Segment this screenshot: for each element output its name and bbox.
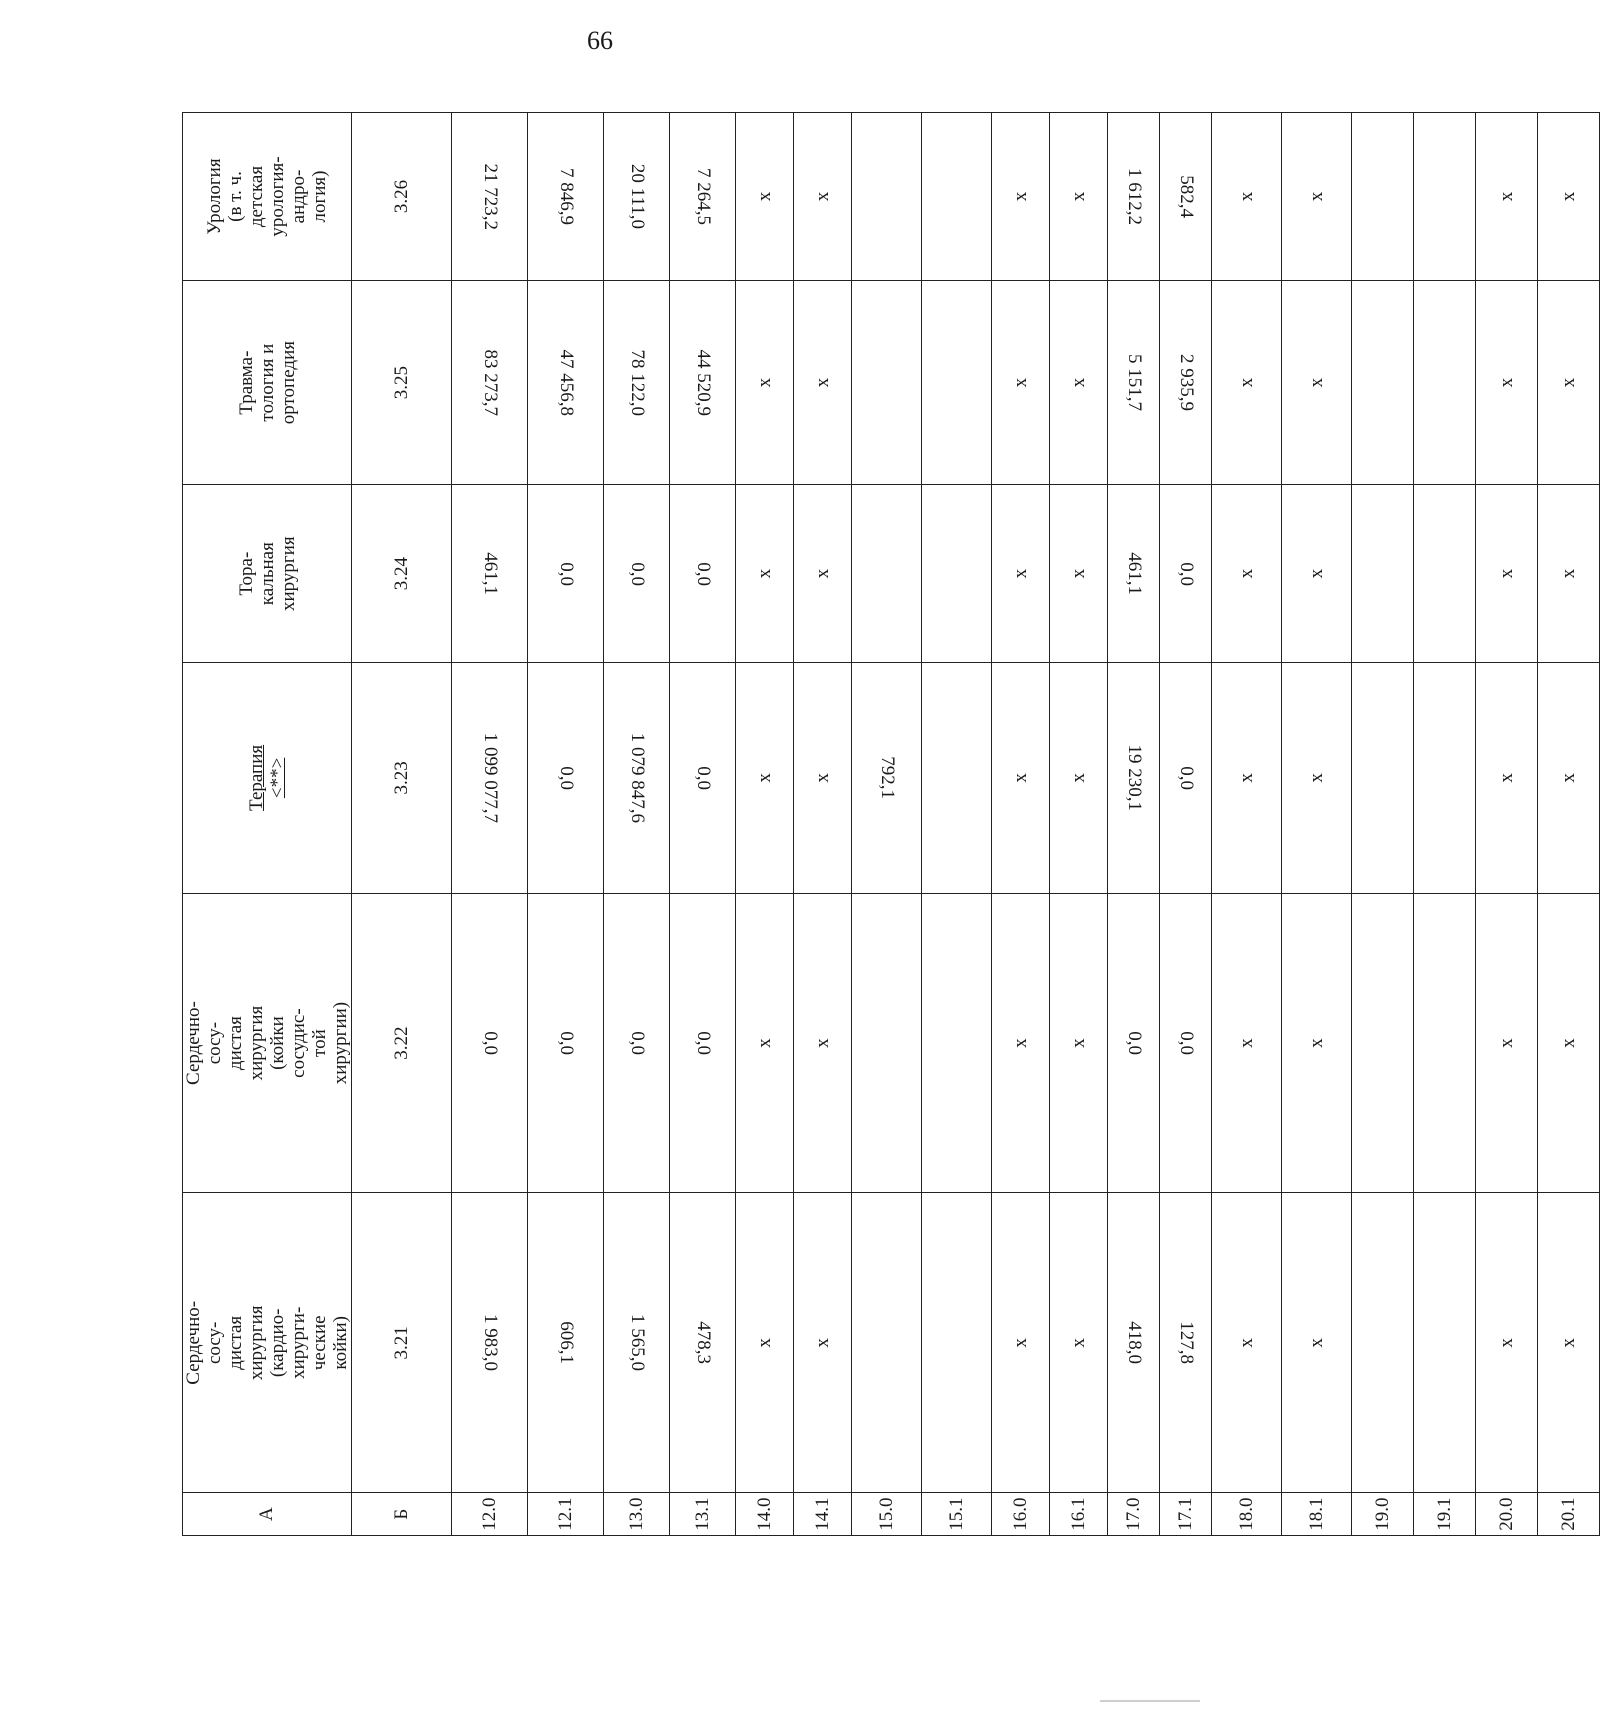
column-header: А xyxy=(183,1493,352,1536)
table-row xyxy=(604,113,670,1536)
table-cell xyxy=(922,281,992,485)
table-cell: 418,0 xyxy=(1108,1193,1160,1493)
table-row xyxy=(922,113,992,1536)
table-cell xyxy=(1414,485,1476,663)
table-cell xyxy=(852,893,922,1193)
page-number: 66 xyxy=(587,26,613,55)
table-cell: х xyxy=(736,113,794,281)
table-cell: 478,3 xyxy=(670,1193,736,1493)
table-row xyxy=(1050,113,1108,1536)
row-code: 3.25 xyxy=(352,281,452,485)
row-code: 3.21 xyxy=(352,1193,452,1493)
table-cell: х xyxy=(1538,113,1600,281)
table-row xyxy=(1414,113,1476,1536)
column-header: 14.0 xyxy=(736,1493,794,1536)
data-table xyxy=(182,112,1600,1536)
table-cell xyxy=(922,113,992,281)
column-header: 18.1 xyxy=(1282,1493,1352,1536)
table-cell xyxy=(1352,1193,1414,1493)
table-cell: х xyxy=(1282,663,1352,894)
table-cell: 1 079 847,6 xyxy=(604,663,670,894)
row-name: Тора- кальная хирургия xyxy=(183,485,352,663)
table-cell: х xyxy=(992,663,1050,894)
table-cell: х xyxy=(1476,281,1538,485)
column-header: Б xyxy=(352,1493,452,1536)
table-cell: х xyxy=(992,485,1050,663)
table-cell: х xyxy=(1476,663,1538,894)
column-header: 14.1 xyxy=(794,1493,852,1536)
table-row xyxy=(1212,113,1282,1536)
column-header: 13.1 xyxy=(670,1493,736,1536)
table-cell: х xyxy=(1212,281,1282,485)
table-cell: 0,0 xyxy=(1108,893,1160,1193)
table-cell: 20 111,0 xyxy=(604,113,670,281)
table-cell: 0,0 xyxy=(528,485,604,663)
table-cell: х xyxy=(1212,663,1282,894)
table-cell: х xyxy=(992,281,1050,485)
table-cell: 1 612,2 xyxy=(1108,113,1160,281)
table-cell: х xyxy=(1538,485,1600,663)
table-cell: х xyxy=(992,1193,1050,1493)
table-cell: х xyxy=(1476,893,1538,1193)
table-row xyxy=(1160,113,1212,1536)
table-cell: 0,0 xyxy=(1160,663,1212,894)
scan-edge-mark xyxy=(1100,1700,1200,1702)
table-cell xyxy=(1414,113,1476,281)
table-cell: х xyxy=(1050,893,1108,1193)
table-cell: х xyxy=(1050,663,1108,894)
table-cell: 7 264,5 xyxy=(670,113,736,281)
row-name: Травма- тология и ортопедия xyxy=(183,281,352,485)
table-cell: х xyxy=(992,893,1050,1193)
table-cell: 0,0 xyxy=(604,893,670,1193)
table-cell: 606,1 xyxy=(528,1193,604,1493)
table-cell xyxy=(922,663,992,894)
table-cell: 21 723,2 xyxy=(452,113,528,281)
table-cell: 0,0 xyxy=(528,893,604,1193)
table-cell xyxy=(852,485,922,663)
table-row xyxy=(1476,113,1538,1536)
column-header: 16.1 xyxy=(1050,1493,1108,1536)
table-row xyxy=(794,113,852,1536)
table-cell xyxy=(852,1193,922,1493)
column-header: 18.0 xyxy=(1212,1493,1282,1536)
column-header: 17.0 xyxy=(1108,1493,1160,1536)
table-cell xyxy=(1352,281,1414,485)
table-row xyxy=(528,113,604,1536)
table-row xyxy=(992,113,1050,1536)
row-code: 3.24 xyxy=(352,485,452,663)
column-header: 17.1 xyxy=(1160,1493,1212,1536)
table-cell: х xyxy=(992,113,1050,281)
table-cell: 127,8 xyxy=(1160,1193,1212,1493)
table-cell: 582,4 xyxy=(1160,113,1212,281)
table-cell: х xyxy=(794,113,852,281)
column-header: 19.1 xyxy=(1414,1493,1476,1536)
table-cell: 461,1 xyxy=(452,485,528,663)
table-cell: х xyxy=(1050,113,1108,281)
table-cell: х xyxy=(1476,1193,1538,1493)
table-row xyxy=(1282,113,1352,1536)
table-cell: х xyxy=(1538,1193,1600,1493)
table-cell: х xyxy=(1282,281,1352,485)
table-row xyxy=(852,113,922,1536)
table-cell: 0,0 xyxy=(604,485,670,663)
table-cell: х xyxy=(794,1193,852,1493)
table-row xyxy=(736,113,794,1536)
table-cell: 44 520,9 xyxy=(670,281,736,485)
table-row xyxy=(452,113,528,1536)
table-row xyxy=(1352,113,1414,1536)
row-name: Сердечно- сосу- дистая хирургия (кардио- хирурги- ческие койки) xyxy=(183,1193,352,1493)
table-cell xyxy=(922,485,992,663)
table-cell: х xyxy=(1050,485,1108,663)
table-cell: 1 099 077,7 xyxy=(452,663,528,894)
row-code: 3.26 xyxy=(352,113,452,281)
table-cell: х xyxy=(1538,663,1600,894)
table-cell xyxy=(1352,663,1414,894)
table-cell: х xyxy=(736,281,794,485)
table-cell xyxy=(1414,663,1476,894)
column-header: 12.1 xyxy=(528,1493,604,1536)
table-cell: х xyxy=(736,663,794,894)
column-header: 19.0 xyxy=(1352,1493,1414,1536)
column-header: 13.0 xyxy=(604,1493,670,1536)
column-header: 20.1 xyxy=(1538,1493,1600,1536)
table-cell: 0,0 xyxy=(1160,485,1212,663)
table-cell: х xyxy=(1282,485,1352,663)
table-cell: 0,0 xyxy=(1160,893,1212,1193)
table-cell xyxy=(852,281,922,485)
column-header: 20.0 xyxy=(1476,1493,1538,1536)
table-sheet xyxy=(182,112,1579,1536)
table-cell xyxy=(1352,893,1414,1193)
column-header: 16.0 xyxy=(992,1493,1050,1536)
column-header: 15.1 xyxy=(922,1493,992,1536)
table-cell: 792,1 xyxy=(852,663,922,894)
table-cell xyxy=(1414,893,1476,1193)
table-cell: 7 846,9 xyxy=(528,113,604,281)
row-code: 3.23 xyxy=(352,663,452,894)
table-cell: х xyxy=(794,281,852,485)
table-cell: х xyxy=(1282,893,1352,1193)
table-cell: 0,0 xyxy=(670,485,736,663)
table-row xyxy=(670,113,736,1536)
table-cell: 19 230,1 xyxy=(1108,663,1160,894)
table-cell: х xyxy=(794,893,852,1193)
table-cell xyxy=(1414,281,1476,485)
table-cell: 83 273,7 xyxy=(452,281,528,485)
table-cell: х xyxy=(1212,485,1282,663)
table-row xyxy=(1108,113,1160,1536)
table-cell: х xyxy=(1476,113,1538,281)
table-cell: х xyxy=(1050,281,1108,485)
table-row xyxy=(183,113,352,1536)
table-cell: 0,0 xyxy=(670,893,736,1193)
table-cell xyxy=(922,893,992,1193)
table-cell: х xyxy=(1212,893,1282,1193)
table-cell: х xyxy=(1212,1193,1282,1493)
table-cell: х xyxy=(1050,1193,1108,1493)
table-cell: 47 456,8 xyxy=(528,281,604,485)
table-cell: 5 151,7 xyxy=(1108,281,1160,485)
table-cell xyxy=(1352,485,1414,663)
table-cell: 78 122,0 xyxy=(604,281,670,485)
rotated-table-container xyxy=(182,112,1579,1536)
table-cell: х xyxy=(1282,113,1352,281)
table-cell: х xyxy=(1538,281,1600,485)
table-cell xyxy=(1352,113,1414,281)
table-cell: 1 983,0 xyxy=(452,1193,528,1493)
table-cell: 0,0 xyxy=(452,893,528,1193)
table-cell: 0,0 xyxy=(528,663,604,894)
row-code: 3.22 xyxy=(352,893,452,1193)
row-name: Урология (в т. ч. детская урология- андро- логия) xyxy=(183,113,352,281)
column-header: 12.0 xyxy=(452,1493,528,1536)
table-cell: х xyxy=(794,663,852,894)
table-cell: х xyxy=(1282,1193,1352,1493)
table-row xyxy=(1538,113,1600,1536)
table-cell: х xyxy=(1212,113,1282,281)
table-cell: 0,0 xyxy=(670,663,736,894)
row-name: Сердечно- сосу- дистая хирургия (койки сосудис- той хирургии) xyxy=(183,893,352,1193)
column-header: 15.0 xyxy=(852,1493,922,1536)
table-cell: 1 565,0 xyxy=(604,1193,670,1493)
row-name: Терапия <**> xyxy=(183,663,352,894)
table-cell: х xyxy=(736,1193,794,1493)
table-cell xyxy=(1414,1193,1476,1493)
table-cell xyxy=(922,1193,992,1493)
table-cell: х xyxy=(736,893,794,1193)
table-cell: х xyxy=(1476,485,1538,663)
table-cell xyxy=(852,113,922,281)
table-cell: х xyxy=(1538,893,1600,1193)
table-row xyxy=(352,113,452,1536)
table-cell: х xyxy=(736,485,794,663)
table-cell: х xyxy=(794,485,852,663)
table-cell: 2 935,9 xyxy=(1160,281,1212,485)
table-cell: 461,1 xyxy=(1108,485,1160,663)
